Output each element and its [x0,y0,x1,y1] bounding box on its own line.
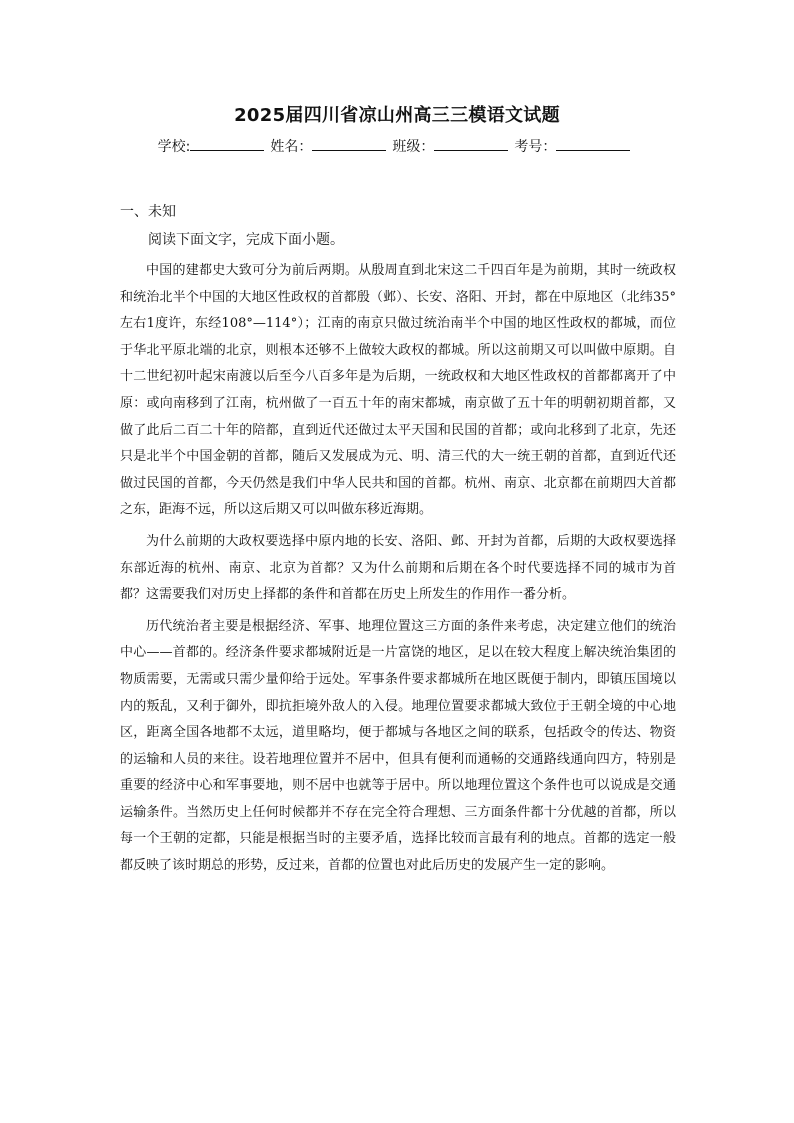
exam-title: 2025届四川省凉山州高三三模语文试题 [234,105,560,126]
name-blank[interactable] [312,136,386,151]
reading-instruction: 阅读下面文字，完成下面小题。 [148,232,344,248]
exam-number-label: 考号： [514,139,557,155]
passage-paragraph: 中国的建都史大致可分为前后两期。从殷周直到北宋这二千四百年是为前期，其时一统政权和统治北半个中国的大地区性政权的首都殷（邺）、长安、洛阳、开封，都在中原地区（北纬35°左右1度许，东经108°—114°）；江南的南京只做过统治南半个中国的地区性政权的都城，而位于华北平原北端的北京，则根本还够不上做较大政权的都城。所以这前期又可以叫做中原期。自十二世纪初叶起宋南渡以后至今八百多年是为后期，一统政权和大地区性政权的首都都离开了中原：或向南移到了江南，杭州做了一百五十年的南宋都城，南京做了五十年的明朝初期首都，又做了此后二百二十年的陪都，直到近代还做过太平天国和民国的首都；或向北移到了北京，先还只是北半个中国金朝的首都，随后又发展成为元、明、清三代的大一统王朝的首都，直到近代还做过民国的首都，今天仍然是我们中华人民共和国的首都。杭州、南京、北京都在前期四大首都之东，距海不远，所以这后期又可以叫做东移近海期。 [120,263,676,518]
passage-paragraph: 历代统治者主要是根据经济、军事、地理位置这三方面的条件来考虑，决定建立他们的统治中心——首都的。经济条件要求都城附近是一片富饶的地区，足以在较大程度上解决统治集团的物质需要，无需或只需少量仰给于远处。军事条件要求都城所在地区既便于制内，即镇压国境以内的叛乱，又利于御外，即抗拒境外敌人的入侵。地理位置要求都城大致位于王朝全境的中心地区，距离全国各地都不太远，道里略均，便于都城与各地区之间的联系，包括政令的传达、物资的运输和人员的来往。设若地理位置并不居中，但具有便利而通畅的交通路线通向四方，特别是重要的经济中心和军事要地，则不居中也就等于居中。所以地理位置这个条件也可以说成是交通运输条件。当然历史上任何时候都并不存在完全符合理想、三方面条件都十分优越的首都，所以每一个王朝的定都，只能是根据当时的主要矛盾，选择比较而言最有利的地点。首都的选定一般都反映了该时期总的形势，反过来，首都的位置也对此后历史的发展产生一定的影响。 [120,618,676,874]
passage-paragraph: 为什么前期的大政权要选择中原内地的长安、洛阳、邺、开封为首都，后期的大政权要选择东部近海的杭州、南京、北京为首都？又为什么前期和后期在各个时代要选择不同的城市为首都？这需要我们对历史上择都的条件和首都在历史上所发生的作用作一番分析。 [120,533,676,603]
reading-passage [120,258,676,880]
section-heading: 一、未知 [120,204,176,220]
name-label: 姓名： [270,139,313,155]
exam-number-blank[interactable] [556,136,630,151]
class-label: 班级： [392,139,435,155]
student-info-line [0,136,794,158]
school-label: 学校: [157,139,191,155]
school-blank[interactable] [190,136,264,151]
class-blank[interactable] [434,136,508,151]
